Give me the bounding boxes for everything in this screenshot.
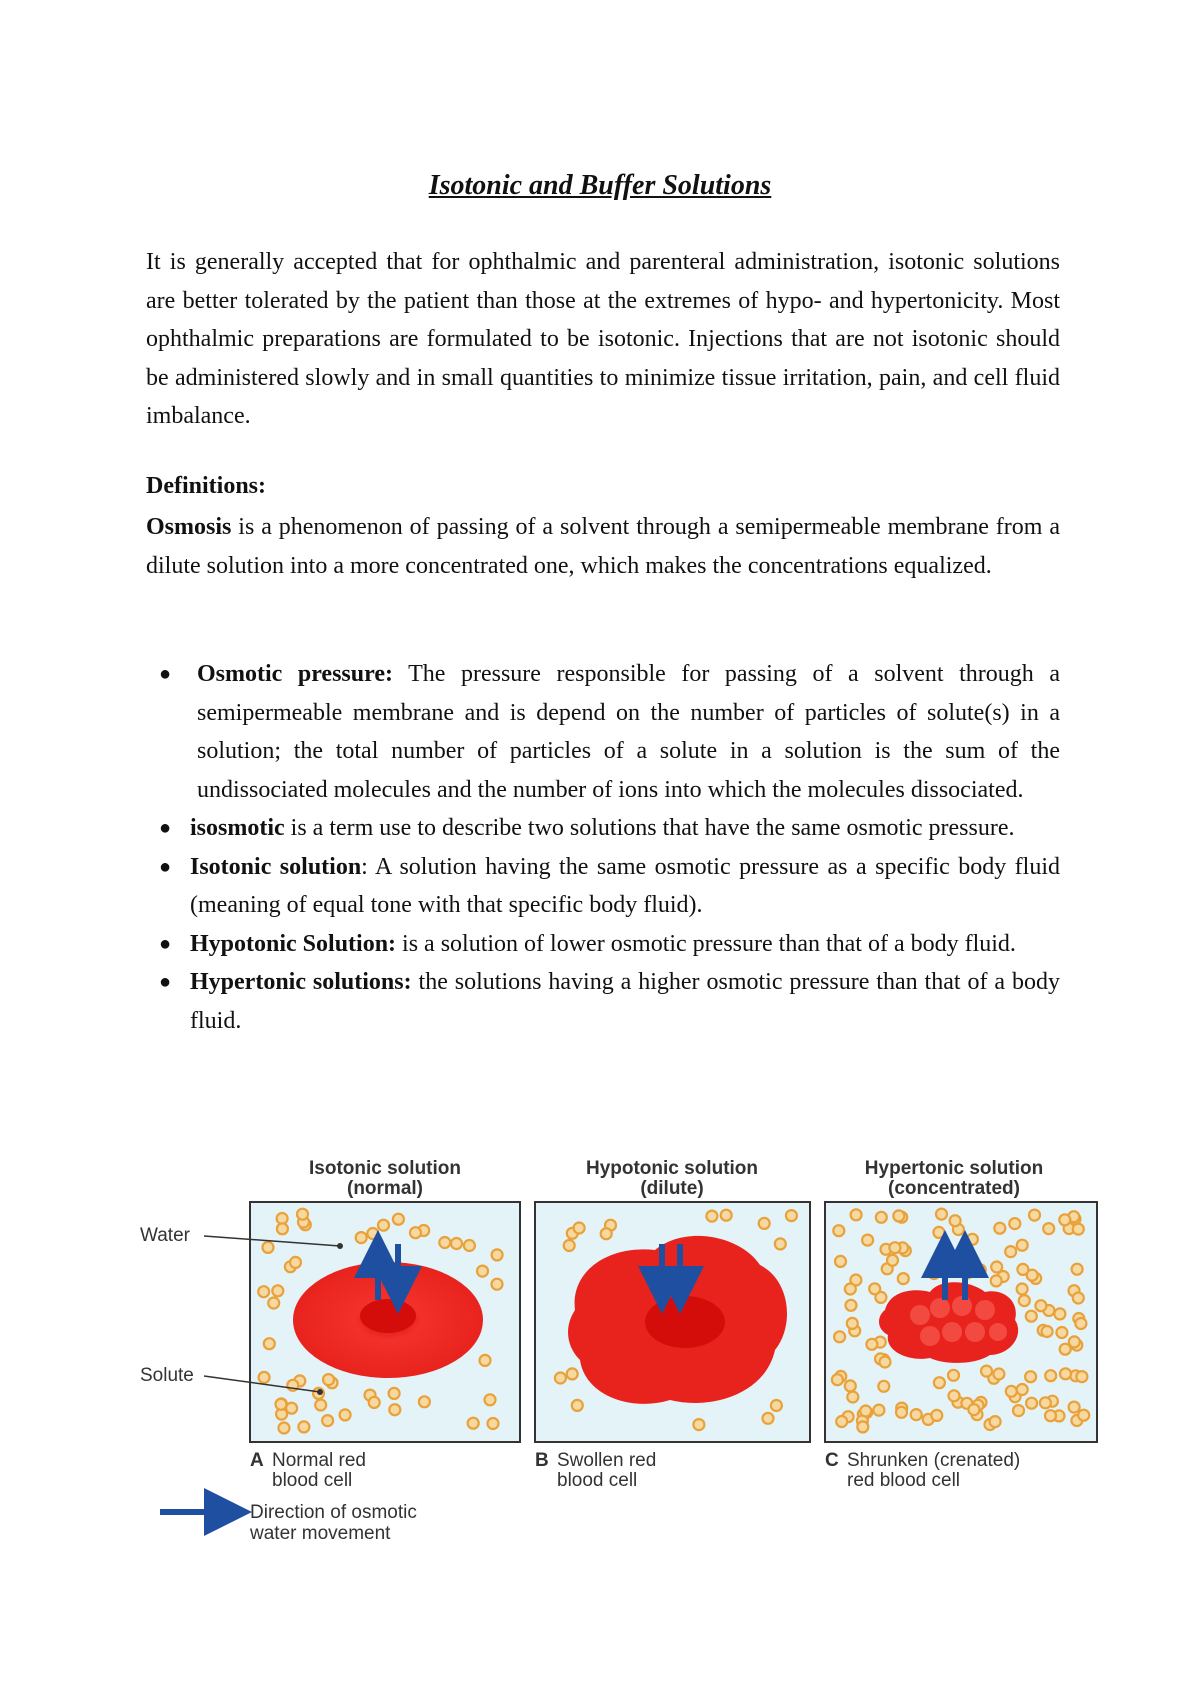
solute-particle bbox=[277, 1223, 288, 1234]
solute-particle bbox=[1026, 1398, 1037, 1409]
solute-particle bbox=[272, 1285, 283, 1296]
definition-term: Hypotonic Solution: bbox=[190, 930, 397, 957]
solute-particle bbox=[468, 1418, 479, 1429]
solute-particle bbox=[860, 1406, 871, 1417]
solute-particle bbox=[1043, 1223, 1054, 1234]
solute-particle bbox=[911, 1409, 922, 1420]
solute-particle bbox=[480, 1355, 491, 1366]
solute-particle bbox=[975, 1264, 986, 1275]
solute-particle bbox=[981, 1366, 992, 1377]
solute-particle bbox=[1005, 1246, 1016, 1257]
solute-particle bbox=[934, 1377, 945, 1388]
figure-legend bbox=[160, 1502, 417, 1544]
shrunken-red-blood-cell bbox=[879, 1282, 1018, 1363]
solute-particle bbox=[1035, 1300, 1046, 1311]
solute-particle bbox=[1059, 1214, 1070, 1225]
osmosis-paragraph bbox=[146, 508, 1060, 585]
bullet-icon: ● bbox=[159, 971, 172, 993]
solute-particle bbox=[1029, 1210, 1040, 1221]
solute-particle bbox=[835, 1256, 846, 1267]
panel-a-header-line2: (normal) bbox=[347, 1178, 423, 1199]
solute-particle bbox=[1017, 1284, 1028, 1295]
solute-particle bbox=[464, 1240, 475, 1251]
solute-label: Solute bbox=[140, 1365, 194, 1386]
solute-particle bbox=[1069, 1336, 1080, 1347]
solute-particle bbox=[763, 1413, 774, 1424]
solute-particle bbox=[846, 1300, 857, 1311]
solute-particle bbox=[574, 1223, 585, 1234]
solute-particle bbox=[990, 1416, 1001, 1427]
solute-particle bbox=[931, 1410, 942, 1421]
solute-particle bbox=[1040, 1397, 1051, 1408]
solute-particle bbox=[1073, 1293, 1084, 1304]
solute-particle bbox=[896, 1407, 907, 1418]
solute-particle bbox=[410, 1227, 421, 1238]
solute-particle bbox=[1069, 1402, 1080, 1413]
solute-particle bbox=[264, 1338, 275, 1349]
solute-particle bbox=[866, 1339, 877, 1350]
list-item bbox=[146, 848, 1060, 925]
panel-b-header-line2: (dilute) bbox=[640, 1178, 704, 1199]
solute-particle bbox=[1025, 1371, 1036, 1382]
intro-paragraph: It is generally accepted that for ophthalmic and parenteral administration, isotonic solutions are better tolerated by the patient than those at the extremes of hypo- and hypertonicity. Most ophthalmic preparations are formulated to be isotonic. Injections that are not isotonic should be administered slowly and in small quantities to minimize tissue irritation, pain, and cell fluid imbalance. bbox=[146, 249, 1060, 429]
solute-particle bbox=[693, 1419, 704, 1430]
panel-c-header-line2: (concentrated) bbox=[888, 1178, 1020, 1199]
definition-text: : A solution having the same osmotic pressure as a specific body fluid (meaning of equal tone with that specific body fluid). bbox=[190, 853, 1060, 918]
solute-particle bbox=[862, 1235, 873, 1246]
solute-particle bbox=[389, 1404, 400, 1415]
solute-particle bbox=[488, 1418, 499, 1429]
solute-particle bbox=[323, 1374, 334, 1385]
solute-particle bbox=[869, 1283, 880, 1294]
solute-particle bbox=[298, 1421, 309, 1432]
solute-particle bbox=[832, 1374, 843, 1385]
solute-particle bbox=[279, 1423, 290, 1434]
bullet-icon: ● bbox=[159, 663, 172, 685]
solute-particle bbox=[759, 1218, 770, 1229]
solute-particle bbox=[1006, 1386, 1017, 1397]
solute-particle bbox=[297, 1209, 308, 1220]
solute-particle bbox=[949, 1390, 960, 1401]
solute-particle bbox=[991, 1262, 1002, 1273]
solute-particle bbox=[993, 1369, 1004, 1380]
panel-a-caption-line1: Normal red bbox=[272, 1450, 366, 1471]
panel-b-caption-line2: blood cell bbox=[557, 1470, 638, 1491]
solute-particle bbox=[485, 1394, 496, 1405]
bullet-icon: ● bbox=[159, 817, 172, 839]
solute-particle bbox=[887, 1255, 898, 1266]
solute-particle bbox=[367, 1228, 378, 1239]
panel-a-header-line1: Isotonic solution bbox=[309, 1158, 461, 1179]
definitions-list bbox=[146, 655, 1060, 1040]
panel-c-caption bbox=[825, 1450, 1020, 1491]
solute-particle bbox=[775, 1238, 786, 1249]
solute-particle bbox=[477, 1266, 488, 1277]
swollen-cell-center bbox=[645, 1296, 725, 1348]
bullet-icon: ● bbox=[159, 855, 172, 878]
solute-particle bbox=[1026, 1311, 1037, 1322]
panel-c-caption-line2: red blood cell bbox=[847, 1470, 961, 1491]
definition-text: The pressure responsible for passing of a solvent through a semipermeable membrane and is depend on the number of particles of solute(s) in a solution; the total number of particles of a solute in a solution is the sum of the undissociated molecules and the number of ions into which the molecules dissociated. bbox=[197, 661, 1060, 803]
definition-term: Hypertonic solutions: bbox=[190, 969, 412, 995]
solute-particle bbox=[340, 1409, 351, 1420]
solute-particle bbox=[263, 1242, 274, 1253]
solute-particle bbox=[845, 1284, 856, 1295]
solute-particle bbox=[1076, 1371, 1087, 1382]
solute-particle bbox=[601, 1228, 612, 1239]
legend-line1: Direction of osmotic bbox=[250, 1502, 417, 1523]
solute-particle bbox=[967, 1234, 978, 1245]
panel-a-caption-line2: blood cell bbox=[272, 1470, 353, 1491]
panel-b-header bbox=[586, 1158, 758, 1199]
solute-particle bbox=[847, 1392, 858, 1403]
solute-particle bbox=[259, 1372, 270, 1383]
solute-particle bbox=[1019, 1295, 1030, 1306]
solute-particle bbox=[555, 1373, 566, 1384]
solute-particle bbox=[322, 1415, 333, 1426]
bullet-icon: ● bbox=[159, 932, 172, 955]
list-item bbox=[146, 963, 1060, 1040]
definition-text: the solutions having a higher osmotic pressure than that of a body fluid. bbox=[190, 969, 1060, 1034]
panel-c-header-line1: Hypertonic solution bbox=[864, 1158, 1044, 1179]
solute-particle bbox=[873, 1405, 884, 1416]
solute-particle bbox=[1075, 1318, 1086, 1329]
osmosis-figure bbox=[140, 1150, 1100, 1560]
panel-b-caption-line1: Swollen red bbox=[557, 1450, 657, 1471]
solute-particle bbox=[564, 1240, 575, 1251]
solute-particle bbox=[771, 1400, 782, 1411]
water-label: Water bbox=[140, 1225, 190, 1246]
osmosis-term: Osmosis bbox=[146, 514, 232, 540]
solute-particle bbox=[389, 1388, 400, 1399]
panel-b-header-line1: Hypotonic solution bbox=[585, 1158, 759, 1179]
solute-particle bbox=[878, 1381, 889, 1392]
solute-particle bbox=[857, 1421, 868, 1432]
solute-particle bbox=[948, 1370, 959, 1381]
solute-particle bbox=[847, 1318, 858, 1329]
solute-particle bbox=[572, 1400, 583, 1411]
panel-c-letter: C bbox=[825, 1450, 839, 1471]
solute-particle bbox=[880, 1357, 891, 1368]
solute-particle bbox=[1072, 1264, 1083, 1275]
solute-particle bbox=[1056, 1327, 1067, 1338]
solute-particle bbox=[1054, 1308, 1065, 1319]
solute-particle bbox=[833, 1225, 844, 1236]
solute-particle bbox=[492, 1279, 503, 1290]
solute-particle bbox=[889, 1242, 900, 1253]
solute-particle bbox=[1017, 1240, 1028, 1251]
solute-particle bbox=[991, 1275, 1002, 1286]
solute-particle bbox=[1078, 1410, 1089, 1421]
solute-particle bbox=[994, 1223, 1005, 1234]
solute-particle bbox=[931, 1260, 942, 1271]
solute-particle bbox=[1073, 1224, 1084, 1235]
solute-particle bbox=[1045, 1410, 1056, 1421]
definition-term: Isotonic solution bbox=[190, 853, 362, 880]
definition-term: isosmotic bbox=[190, 815, 285, 841]
solute-particle bbox=[936, 1209, 947, 1220]
solute-particle bbox=[378, 1220, 389, 1231]
solute-particle bbox=[968, 1404, 979, 1415]
definition-text: is a solution of lower osmotic pressure than that of a body fluid. bbox=[396, 930, 1016, 957]
solute-particle bbox=[1045, 1370, 1056, 1381]
panel-a-letter: A bbox=[250, 1450, 264, 1471]
solute-particle bbox=[1060, 1368, 1071, 1379]
solute-particle bbox=[706, 1211, 717, 1222]
solute-particle bbox=[898, 1273, 909, 1284]
panel-b-letter: B bbox=[535, 1450, 549, 1471]
solute-particle bbox=[567, 1368, 578, 1379]
solute-particle bbox=[369, 1397, 380, 1408]
list-item bbox=[146, 809, 1060, 848]
solute-particle bbox=[786, 1210, 797, 1221]
legend-line2: water movement bbox=[250, 1523, 391, 1544]
solute-particle bbox=[851, 1209, 862, 1220]
solute-particle bbox=[258, 1286, 269, 1297]
panel-c-caption-line1: Shrunken (crenated) bbox=[847, 1450, 1021, 1471]
panel-a-header bbox=[309, 1158, 461, 1199]
solute-particle bbox=[451, 1238, 462, 1249]
panel-b-caption bbox=[535, 1450, 656, 1491]
page-title: Isotonic and Buffer Solutions bbox=[428, 170, 772, 201]
solute-particle bbox=[439, 1237, 450, 1248]
solute-particle bbox=[834, 1331, 845, 1342]
solute-particle bbox=[721, 1210, 732, 1221]
normal-cell-center bbox=[360, 1299, 416, 1333]
osmosis-text: is a phenomenon of passing of a solvent through a semipermeable membrane from a dilute solution into a more concentrated one, which makes the concentrations equalized. bbox=[146, 514, 1060, 579]
solute-particle bbox=[1042, 1326, 1053, 1337]
solute-particle bbox=[1017, 1384, 1028, 1395]
definitions-heading: Definitions: bbox=[146, 473, 266, 499]
solute-particle bbox=[315, 1400, 326, 1411]
definition-term: Osmotic pressure: bbox=[197, 661, 393, 687]
solute-particle bbox=[1017, 1264, 1028, 1275]
solute-particle bbox=[393, 1214, 404, 1225]
solute-particle bbox=[876, 1212, 887, 1223]
solute-particle bbox=[356, 1232, 367, 1243]
solute-particle bbox=[492, 1249, 503, 1260]
list-item bbox=[146, 655, 1060, 809]
solute-particle bbox=[836, 1416, 847, 1427]
solute-particle bbox=[276, 1399, 287, 1410]
list-item bbox=[146, 925, 1060, 964]
solute-particle bbox=[950, 1215, 961, 1226]
solute-particle bbox=[268, 1298, 279, 1309]
solute-particle bbox=[419, 1396, 430, 1407]
definition-text: is a term use to describe two solutions that have the same osmotic pressure. bbox=[284, 815, 1015, 841]
solute-particle bbox=[933, 1227, 944, 1238]
solute-particle bbox=[286, 1403, 297, 1414]
panel-c-header bbox=[865, 1158, 1043, 1199]
panel-a-caption bbox=[250, 1450, 366, 1491]
solute-particle bbox=[1013, 1405, 1024, 1416]
solute-particle bbox=[1009, 1218, 1020, 1229]
solute-particle bbox=[290, 1257, 301, 1268]
solute-particle bbox=[845, 1380, 856, 1391]
solute-particle bbox=[893, 1210, 904, 1221]
